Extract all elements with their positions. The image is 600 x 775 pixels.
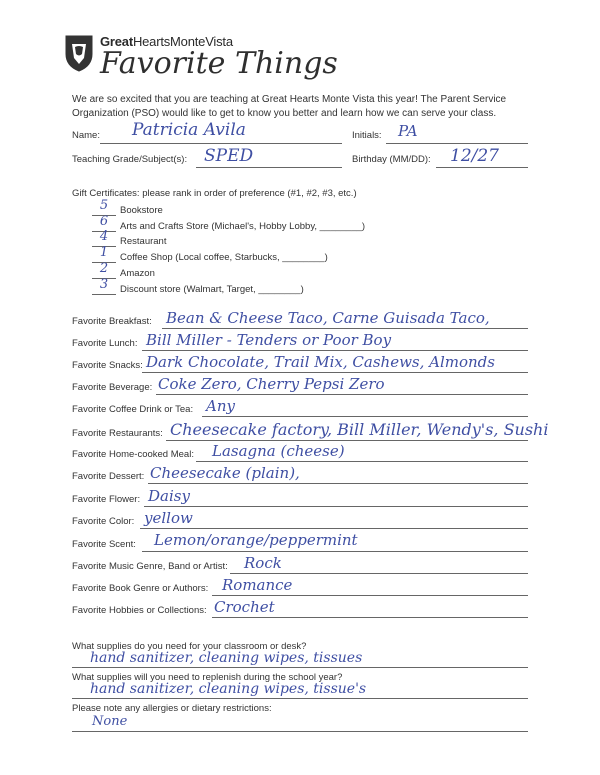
birthday-label: Birthday (MM/DD): (352, 154, 431, 165)
favorite-line (212, 617, 528, 618)
gift-label-restaurant: Restaurant (120, 236, 167, 247)
answer-line (72, 731, 528, 732)
favorite-value-flower[interactable]: Daisy (148, 487, 190, 505)
name-value[interactable]: Patricia Avila (132, 120, 246, 140)
gift-label-coffee: Coffee Shop (Local coffee, Starbucks, ________) (120, 252, 328, 263)
grade-line (196, 167, 342, 168)
favorite-line (142, 350, 528, 351)
favorite-label-breakfast: Favorite Breakfast: (72, 316, 152, 327)
name-line (100, 143, 342, 144)
favorite-label-color: Favorite Color: (72, 516, 135, 527)
favorite-line (166, 440, 528, 441)
grade-label: Teaching Grade/Subject(s): (72, 154, 188, 165)
gift-rank-coffee[interactable]: 1 (99, 245, 109, 260)
favorite-value-meal[interactable]: Lasagna (cheese) (212, 442, 345, 460)
favorite-value-hobbies[interactable]: Crochet (214, 598, 275, 616)
favorite-value-music[interactable]: Rock (244, 554, 282, 572)
grade-value[interactable]: SPED (204, 146, 254, 166)
favorite-line (144, 506, 528, 507)
favorite-label-lunch: Favorite Lunch: (72, 338, 138, 349)
question-label-allergies: Please note any allergies or dietary restrictions: (72, 703, 272, 714)
favorite-label-restaurants: Favorite Restaurants: (72, 428, 163, 439)
favorite-label-beverage: Favorite Beverage: (72, 382, 153, 393)
favorite-label-snacks: Favorite Snacks: (72, 360, 143, 371)
gift-rank-arts[interactable]: 6 (99, 214, 109, 229)
gift-label-discount: Discount store (Walmart, Target, ________) (120, 284, 304, 295)
gift-rank-line (92, 294, 116, 295)
favorite-line (148, 483, 528, 484)
favorite-value-color[interactable]: yellow (144, 509, 193, 527)
gift-rank-restaurant[interactable]: 4 (99, 229, 109, 244)
initials-line (386, 143, 528, 144)
favorite-value-snacks[interactable]: Dark Chocolate, Trail Mix, Cashews, Almonds (146, 353, 495, 371)
favorite-value-restaurants[interactable]: Cheesecake factory, Bill Miller, Wendy's, Sushi (170, 420, 549, 439)
favorite-label-dessert: Favorite Dessert: (72, 471, 145, 482)
favorite-label-books: Favorite Book Genre or Authors: (72, 583, 209, 594)
favorite-line (212, 595, 528, 596)
gift-label-bookstore: Bookstore (120, 205, 163, 216)
favorite-value-beverage[interactable]: Coke Zero, Cherry Pepsi Zero (158, 375, 385, 393)
name-label: Name: (72, 130, 100, 141)
favorite-line (140, 528, 528, 529)
gift-label-amazon: Amazon (120, 268, 155, 279)
favorite-value-lunch[interactable]: Bill Miller - Tenders or Poor Boy (146, 331, 392, 349)
question-value-classroom-supplies[interactable]: hand sanitizer, cleaning wipes, tissues (90, 650, 363, 666)
gift-rank-amazon[interactable]: 2 (99, 261, 109, 276)
favorite-label-scent: Favorite Scent: (72, 539, 136, 550)
gift-rank-discount[interactable]: 3 (99, 277, 109, 292)
initials-label: Initials: (352, 130, 382, 141)
gift-rank-bookstore[interactable]: 5 (99, 198, 109, 213)
favorite-label-hobbies: Favorite Hobbies or Collections: (72, 605, 207, 616)
answer-line (72, 667, 528, 668)
question-value-replenish-supplies[interactable]: hand sanitizer, cleaning wipes, tissue's (90, 681, 367, 697)
favorite-label-music: Favorite Music Genre, Band or Artist: (72, 561, 228, 572)
favorite-line (196, 461, 528, 462)
favorite-label-coffee: Favorite Coffee Drink or Tea: (72, 404, 194, 415)
birthday-value[interactable]: 12/27 (450, 146, 499, 166)
favorite-line (142, 372, 528, 373)
question-value-allergies[interactable]: None (92, 714, 128, 729)
page-title: Favorite Things (100, 46, 338, 81)
initials-value[interactable]: PA (398, 122, 418, 140)
question-label-classroom-supplies: What supplies do you need for your classroom or desk? (72, 641, 307, 652)
favorite-line (156, 394, 528, 395)
crest-logo-icon (64, 34, 94, 72)
brand-rest: HeartsMonteVista (132, 34, 233, 49)
brand-bold: Great (100, 34, 133, 49)
favorite-value-breakfast[interactable]: Bean & Cheese Taco, Carne Guisada Taco, (166, 309, 490, 327)
favorite-label-flower: Favorite Flower: (72, 494, 141, 505)
favorite-line (142, 551, 528, 552)
question-label-replenish-supplies: What supplies will you need to replenish during the school year? (72, 672, 343, 683)
answer-line (72, 698, 528, 699)
favorite-line (162, 328, 528, 329)
favorite-line (230, 573, 528, 574)
gift-label-arts: Arts and Crafts Store (Michael's, Hobby Lobby, ________) (120, 221, 366, 232)
favorite-label-meal: Favorite Home-cooked Meal: (72, 449, 194, 460)
intro-text: We are so excited that you are teaching at Great Hearts Monte Vista this year! The Parent Service Organization (PSO) would like to get to know you better and learn how we can serve your class. (72, 94, 507, 119)
favorite-value-dessert[interactable]: Cheesecake (plain), (150, 464, 300, 482)
favorite-line (202, 416, 528, 417)
birthday-line (436, 167, 528, 168)
gift-heading: Gift Certificates: please rank in order of preference (#1, #2, #3, etc.) (72, 188, 357, 199)
favorite-value-coffee[interactable]: Any (206, 397, 235, 415)
favorite-value-scent[interactable]: Lemon/orange/peppermint (154, 531, 358, 549)
favorite-value-books[interactable]: Romance (222, 576, 293, 594)
